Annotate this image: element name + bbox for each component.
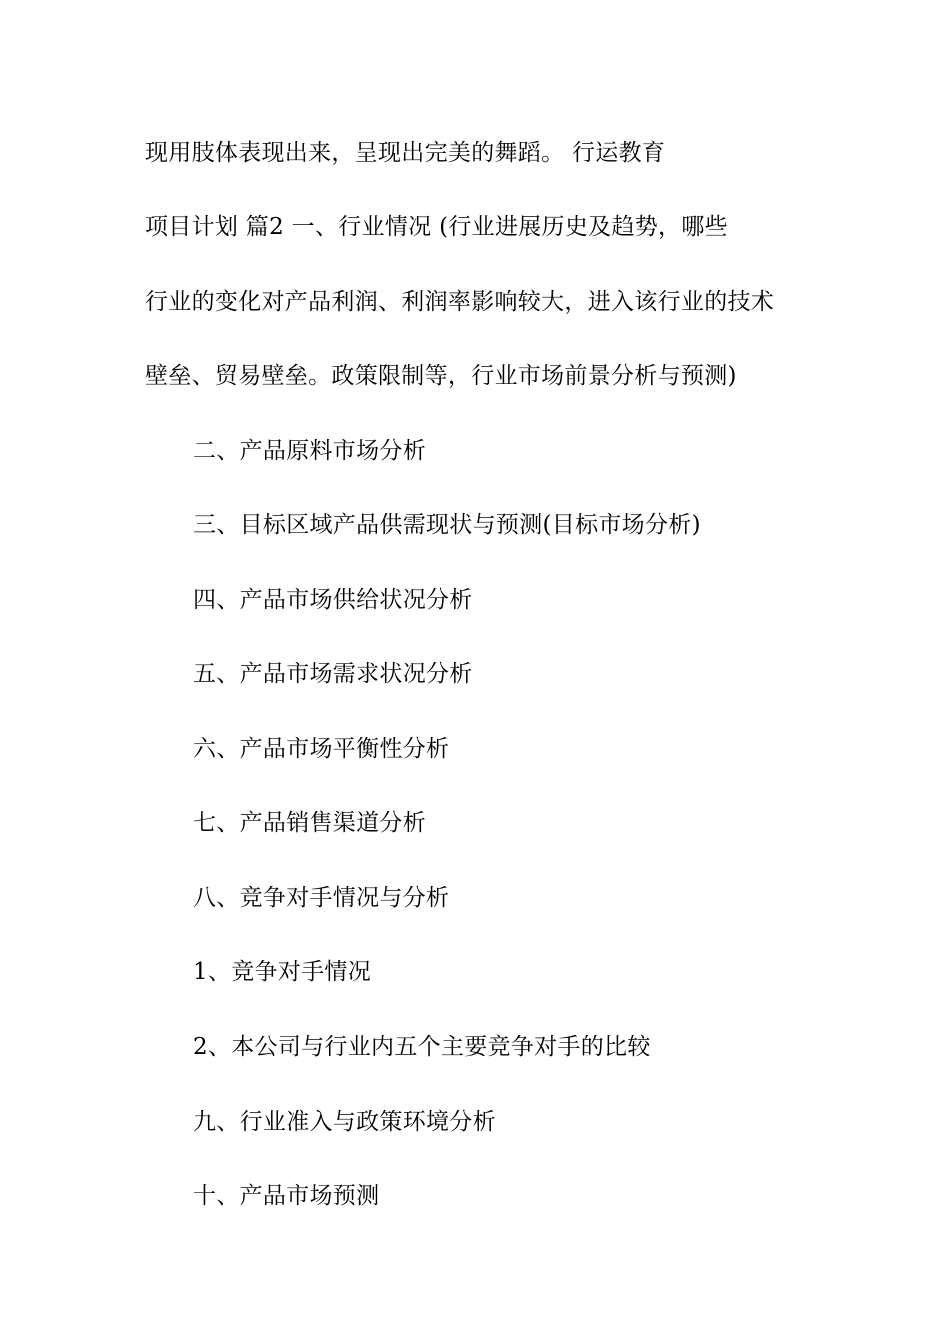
text-line-continuation: 现用肢体表现出来，呈现出完美的舞蹈。 行运教育 — [145, 140, 666, 166]
list-item-2: 二、产品原料市场分析 — [193, 438, 426, 464]
text-line-paragraph: 行业的变化对产品利润、利润率影响较大，进入该行业的技术 — [145, 289, 775, 315]
text-line-section-heading: 项目计划 篇2 一、行业情况 (行业进展历史及趋势，哪些 — [145, 214, 728, 240]
list-item-7: 七、产品销售渠道分析 — [193, 810, 426, 836]
text-line-paragraph: 壁垒、贸易壁垒。政策限制等，行业市场前景分析与预测) — [145, 363, 737, 389]
list-item-4: 四、产品市场供给状况分析 — [193, 587, 473, 613]
list-item-10: 十、产品市场预测 — [193, 1183, 380, 1209]
sub-list-item-2: 2、本公司与行业内五个主要竞争对手的比较 — [193, 1034, 651, 1060]
list-item-3: 三、目标区域产品供需现状与预测(目标市场分析) — [193, 512, 701, 538]
list-item-9: 九、行业准入与政策环境分析 — [193, 1109, 496, 1135]
list-item-5: 五、产品市场需求状况分析 — [193, 661, 473, 687]
list-item-8: 八、竞争对手情况与分析 — [193, 885, 450, 911]
list-item-6: 六、产品市场平衡性分析 — [193, 736, 450, 762]
sub-list-item-1: 1、竞争对手情况 — [193, 959, 372, 985]
